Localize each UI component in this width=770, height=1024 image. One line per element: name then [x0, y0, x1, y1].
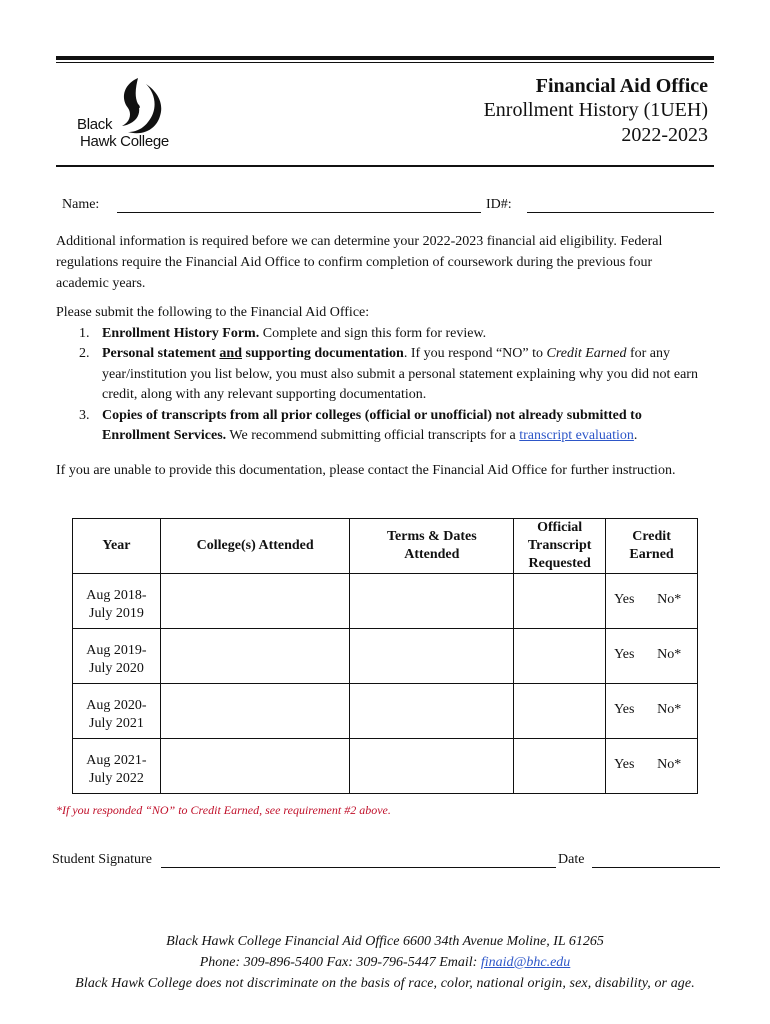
footer-nondiscrimination: Black Hawk College does not discriminate on the basis of race, color, national origin, sex, disability, or age. [75, 976, 695, 991]
terms-cell[interactable] [350, 684, 514, 739]
year-start: Aug 2019- [86, 643, 147, 658]
email-link[interactable]: finaid@bhc.edu [480, 955, 571, 970]
item-text: We recommend submitting official transcripts for a [226, 428, 520, 443]
credit-yes-option[interactable]: Yes [614, 757, 635, 772]
requirement-item [76, 344, 706, 406]
top-rule-thick [56, 56, 714, 60]
colleges-cell[interactable] [160, 684, 350, 739]
requirement-item [76, 406, 706, 447]
item-number: 1. [79, 325, 90, 341]
item-text: . If you respond “NO” to [403, 346, 547, 361]
terms-cell[interactable] [350, 629, 514, 684]
year-start: Aug 2018- [86, 588, 147, 603]
credit-no-option[interactable]: No* [657, 702, 682, 717]
submission-lead: Please submit the following to the Financial Aid Office: [56, 305, 370, 320]
table-row [73, 684, 698, 739]
credit-no-option[interactable]: No* [657, 592, 682, 607]
date-label: Date [558, 852, 585, 867]
requirement-item [76, 324, 706, 345]
year-cell [73, 739, 161, 794]
document-header [484, 74, 708, 148]
credit-footnote: *If you responded “NO” to Credit Earned, see requirement #2 above. [56, 803, 391, 817]
official-transcript-cell[interactable] [514, 684, 606, 739]
aid-year: 2022-2023 [621, 124, 708, 146]
header-credit-line: Credit [632, 529, 671, 544]
credit-yes-option[interactable]: Yes [614, 702, 635, 717]
header-terms-line: Attended [404, 547, 460, 562]
logo-line-1: Black [77, 116, 113, 133]
item-bold: Personal statement [102, 346, 220, 361]
official-transcript-cell[interactable] [514, 574, 606, 629]
item-italic: Credit Earned [546, 346, 627, 361]
item-text: for any year/institution you list below, you must also submit a personal statement explaining why you did not earn credit, along with any relevant supporting documentation. [102, 346, 698, 402]
credit-no-option[interactable]: No* [657, 757, 682, 772]
item-bold: Enrollment History Form. [102, 325, 260, 341]
item-number: 3. [79, 407, 90, 423]
year-cell [73, 574, 161, 629]
logo-line-2: Hawk College [80, 133, 169, 150]
year-cell [73, 684, 161, 739]
terms-cell[interactable] [350, 574, 514, 629]
office-title: Financial Aid Office [535, 75, 708, 97]
page-footer [30, 931, 740, 994]
year-end: July 2021 [89, 716, 144, 731]
header-official-line: Official [537, 520, 583, 535]
top-rule-thin [56, 62, 714, 63]
credit-earned-cell [606, 629, 698, 684]
id-label: ID#: [486, 197, 512, 212]
credit-yes-option[interactable]: Yes [614, 647, 635, 662]
header-official-transcript [514, 519, 606, 574]
terms-cell[interactable] [350, 739, 514, 794]
header-terms-line: Terms & Dates [386, 529, 477, 544]
id-field[interactable] [527, 212, 714, 213]
footer-phone-fax: Phone: 309-896-5400 Fax: 309-796-5447 Email: [199, 955, 481, 970]
header-colleges: College(s) Attended [160, 519, 350, 574]
table-row [73, 629, 698, 684]
submission-requirements [56, 303, 706, 447]
credit-earned-cell [606, 739, 698, 794]
item-bold: supporting documentation [242, 346, 404, 361]
colleges-cell[interactable] [160, 739, 350, 794]
identity-fields [62, 197, 714, 217]
header-terms [350, 519, 514, 574]
credit-yes-option[interactable]: Yes [614, 592, 635, 607]
transcript-evaluation-link[interactable]: transcript evaluation [519, 428, 634, 443]
table-header-row [73, 519, 698, 574]
credit-no-option[interactable]: No* [657, 647, 682, 662]
credit-earned-cell [606, 574, 698, 629]
credit-earned-cell [606, 684, 698, 739]
item-text: . [633, 428, 638, 443]
year-start: Aug 2021- [86, 753, 147, 768]
official-transcript-cell[interactable] [514, 739, 606, 794]
year-end: July 2022 [89, 771, 144, 786]
official-transcript-cell[interactable] [514, 629, 606, 684]
signature-row [52, 852, 720, 872]
requirements-list [76, 324, 706, 447]
header-official-line: Transcript [527, 538, 592, 553]
name-label: Name: [62, 197, 100, 212]
date-field[interactable] [592, 867, 720, 868]
item-bold: Copies of transcripts from all prior colleges (official or unofficial) not already submitted to Enrollment Services. [102, 407, 642, 443]
contact-note: If you are unable to provide this documentation, please contact the Financial Aid Office for further instruction. [56, 463, 676, 478]
logo-wordmark [77, 116, 169, 150]
header-year: Year [73, 519, 161, 574]
item-text: Complete and sign this form for review. [259, 325, 487, 341]
footer-address: Black Hawk College Financial Aid Office 6600 34th Avenue Moline, IL 61265 [166, 934, 604, 949]
year-end: July 2019 [89, 606, 144, 621]
form-title: Enrollment History (1UEH) [483, 99, 708, 121]
item-bold-underline: and [219, 346, 242, 361]
header-credit-earned [606, 519, 698, 574]
year-cell [73, 629, 161, 684]
table-row [73, 574, 698, 629]
intro-paragraph: Additional information is required before we can determine your 2022-2023 financial aid eligibility. Federal regulations require the Financial Aid Office to confirm completion of coursework during the previous four academic years. [56, 234, 663, 291]
year-start: Aug 2020- [86, 698, 147, 713]
student-signature-field[interactable] [161, 867, 556, 868]
header-official-line: Requested [528, 556, 591, 571]
item-number: 2. [79, 346, 90, 361]
student-signature-label: Student Signature [52, 852, 152, 867]
enrollment-history-table [72, 518, 698, 794]
colleges-cell[interactable] [160, 574, 350, 629]
colleges-cell[interactable] [160, 629, 350, 684]
name-field[interactable] [117, 212, 481, 213]
header-credit-line: Earned [629, 547, 674, 562]
footer-contact [30, 952, 740, 973]
table-row [73, 739, 698, 794]
year-end: July 2020 [89, 661, 144, 676]
header-rule [56, 165, 714, 167]
